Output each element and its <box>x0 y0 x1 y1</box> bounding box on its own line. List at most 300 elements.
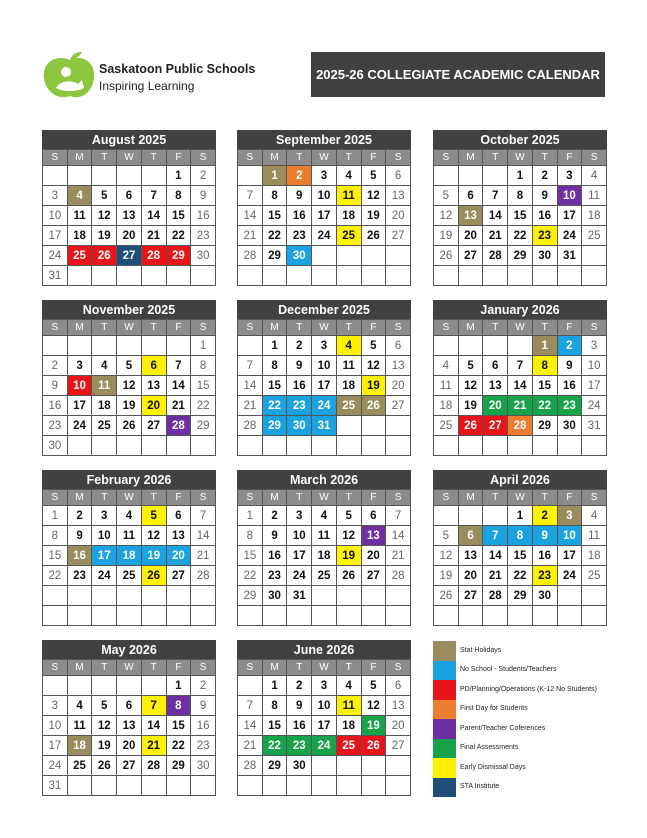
empty-cell <box>191 586 216 606</box>
school-tagline: Inspiring Learning <box>99 79 195 93</box>
empty-cell <box>191 606 216 626</box>
day-cell: 23 <box>532 566 557 586</box>
empty-cell <box>508 336 533 356</box>
month-title: September 2025 <box>237 130 411 149</box>
legend-label: Final Assessments <box>460 744 519 752</box>
day-cell: 16 <box>532 206 557 226</box>
day-cell: 16 <box>287 716 312 736</box>
day-cell: 2 <box>532 506 557 526</box>
month-title: June 2026 <box>237 640 411 659</box>
day-cell: 23 <box>191 736 216 756</box>
month-calendar <box>433 300 607 456</box>
day-cell: 7 <box>238 186 263 206</box>
day-cell: 13 <box>483 376 508 396</box>
day-cell: 24 <box>67 416 92 436</box>
day-cell: 4 <box>336 336 361 356</box>
empty-cell <box>361 606 386 626</box>
month-calendar <box>237 300 411 456</box>
weekday-label: S <box>238 150 263 166</box>
legend-label: First Day for Students <box>460 705 528 713</box>
day-cell: 18 <box>67 736 92 756</box>
month-title: May 2026 <box>42 640 216 659</box>
empty-cell <box>582 266 607 286</box>
empty-cell <box>287 776 312 796</box>
day-cell: 9 <box>532 526 557 546</box>
empty-cell <box>238 336 263 356</box>
day-cell: 14 <box>238 376 263 396</box>
day-cell: 17 <box>557 546 582 566</box>
legend-item <box>433 680 613 700</box>
calendar-title: 2025-26 COLLEGIATE ACADEMIC CALENDAR <box>311 52 605 97</box>
day-cell: 29 <box>262 416 287 436</box>
day-cell: 11 <box>67 206 92 226</box>
day-cell: 20 <box>458 226 483 246</box>
empty-cell <box>557 586 582 606</box>
day-cell: 24 <box>312 736 337 756</box>
day-cell: 8 <box>262 356 287 376</box>
day-cell: 10 <box>557 526 582 546</box>
day-cell: 2 <box>262 506 287 526</box>
day-cell: 19 <box>361 206 386 226</box>
day-cell: 17 <box>67 396 92 416</box>
weekday-label: M <box>262 660 287 676</box>
day-cell: 6 <box>458 526 483 546</box>
day-cell: 16 <box>262 546 287 566</box>
weekday-label: T <box>532 320 557 336</box>
empty-cell <box>532 436 557 456</box>
weekday-label: M <box>262 320 287 336</box>
empty-cell <box>483 436 508 456</box>
day-cell: 5 <box>361 676 386 696</box>
day-cell: 12 <box>92 206 117 226</box>
day-cell: 30 <box>287 246 312 266</box>
weekday-label: F <box>557 490 582 506</box>
weekday-label: T <box>287 150 312 166</box>
empty-cell <box>312 586 337 606</box>
day-cell: 16 <box>43 396 68 416</box>
empty-cell <box>141 166 166 186</box>
day-cell: 12 <box>458 376 483 396</box>
weekday-label: M <box>67 150 92 166</box>
day-cell: 28 <box>141 246 166 266</box>
day-cell: 29 <box>166 246 191 266</box>
weekday-label: S <box>43 320 68 336</box>
day-cell: 4 <box>434 356 459 376</box>
empty-cell <box>361 436 386 456</box>
legend-label: Stat Holidays <box>460 646 502 654</box>
day-cell: 21 <box>141 226 166 246</box>
empty-cell <box>67 266 92 286</box>
day-cell: 8 <box>238 526 263 546</box>
day-cell: 14 <box>141 206 166 226</box>
empty-cell <box>43 166 68 186</box>
day-cell: 2 <box>287 336 312 356</box>
empty-cell <box>67 336 92 356</box>
day-cell: 17 <box>43 226 68 246</box>
day-cell: 10 <box>67 376 92 396</box>
empty-cell <box>508 436 533 456</box>
day-cell: 18 <box>336 376 361 396</box>
legend-swatch <box>433 680 456 700</box>
empty-cell <box>43 606 68 626</box>
day-cell: 28 <box>508 416 533 436</box>
day-cell: 2 <box>191 676 216 696</box>
legend-label: STA Institute <box>460 783 500 791</box>
day-cell: 26 <box>92 756 117 776</box>
empty-cell <box>336 606 361 626</box>
day-cell: 9 <box>287 356 312 376</box>
day-cell: 2 <box>287 676 312 696</box>
day-cell: 22 <box>262 226 287 246</box>
day-cell: 14 <box>141 716 166 736</box>
day-cell: 19 <box>361 376 386 396</box>
day-cell: 14 <box>483 546 508 566</box>
day-cell: 25 <box>336 736 361 756</box>
day-cell: 21 <box>238 396 263 416</box>
empty-cell <box>92 266 117 286</box>
day-cell: 29 <box>166 756 191 776</box>
day-cell: 3 <box>557 166 582 186</box>
day-cell: 6 <box>166 506 191 526</box>
empty-cell <box>483 266 508 286</box>
day-cell: 17 <box>43 736 68 756</box>
weekday-label: T <box>336 320 361 336</box>
empty-cell <box>582 436 607 456</box>
empty-cell <box>117 336 142 356</box>
legend-swatch <box>433 739 456 759</box>
school-name: Saskatoon Public Schools <box>99 62 256 76</box>
day-cell: 18 <box>117 546 142 566</box>
day-cell: 6 <box>483 356 508 376</box>
day-cell: 15 <box>532 376 557 396</box>
empty-cell <box>117 586 142 606</box>
weekday-label: F <box>361 320 386 336</box>
weekday-label: S <box>43 150 68 166</box>
empty-cell <box>532 266 557 286</box>
day-cell: 18 <box>582 546 607 566</box>
month-title: February 2026 <box>42 470 216 489</box>
day-cell: 19 <box>141 546 166 566</box>
weekday-label: S <box>43 490 68 506</box>
day-cell: 27 <box>386 226 411 246</box>
day-cell: 24 <box>43 756 68 776</box>
weekday-label: T <box>336 150 361 166</box>
weekday-label: T <box>141 660 166 676</box>
day-cell: 10 <box>582 356 607 376</box>
empty-cell <box>191 266 216 286</box>
day-cell: 29 <box>532 416 557 436</box>
weekday-label: T <box>287 320 312 336</box>
empty-cell <box>92 606 117 626</box>
day-cell: 27 <box>483 416 508 436</box>
empty-cell <box>67 166 92 186</box>
day-cell: 15 <box>238 546 263 566</box>
day-cell: 16 <box>557 376 582 396</box>
day-cell: 22 <box>238 566 263 586</box>
empty-cell <box>458 336 483 356</box>
empty-cell <box>557 606 582 626</box>
day-cell: 23 <box>262 566 287 586</box>
empty-cell <box>361 756 386 776</box>
day-cell: 25 <box>117 566 142 586</box>
weekday-label: S <box>434 320 459 336</box>
weekday-label: M <box>67 320 92 336</box>
legend <box>433 641 613 797</box>
weekday-label: F <box>361 490 386 506</box>
weekday-label: M <box>458 150 483 166</box>
empty-cell <box>532 606 557 626</box>
day-cell: 18 <box>336 206 361 226</box>
legend-swatch <box>433 758 456 778</box>
empty-cell <box>434 336 459 356</box>
empty-cell <box>434 606 459 626</box>
day-cell: 13 <box>117 716 142 736</box>
legend-item <box>433 739 613 759</box>
day-cell: 26 <box>361 226 386 246</box>
day-cell: 12 <box>434 206 459 226</box>
day-cell: 3 <box>312 676 337 696</box>
day-cell: 17 <box>557 206 582 226</box>
weekday-label: S <box>386 490 411 506</box>
empty-cell <box>458 166 483 186</box>
day-cell: 27 <box>386 396 411 416</box>
day-cell: 8 <box>532 356 557 376</box>
empty-cell <box>262 776 287 796</box>
empty-cell <box>238 676 263 696</box>
empty-cell <box>238 606 263 626</box>
day-cell: 26 <box>92 246 117 266</box>
empty-cell <box>458 266 483 286</box>
day-cell: 29 <box>508 246 533 266</box>
empty-cell <box>166 586 191 606</box>
day-cell: 3 <box>92 506 117 526</box>
day-cell: 16 <box>287 376 312 396</box>
day-cell: 22 <box>262 396 287 416</box>
day-cell: 25 <box>582 226 607 246</box>
weekday-label: F <box>166 320 191 336</box>
day-cell: 24 <box>557 226 582 246</box>
empty-cell <box>43 676 68 696</box>
day-cell: 12 <box>361 186 386 206</box>
day-cell: 8 <box>191 356 216 376</box>
weekday-label: S <box>191 660 216 676</box>
day-cell: 10 <box>43 716 68 736</box>
weekday-label: S <box>386 660 411 676</box>
day-cell: 7 <box>141 696 166 716</box>
day-cell: 22 <box>508 566 533 586</box>
weekday-label: T <box>336 490 361 506</box>
day-cell: 19 <box>458 396 483 416</box>
day-cell: 12 <box>434 546 459 566</box>
day-cell: 27 <box>386 736 411 756</box>
day-cell: 7 <box>508 356 533 376</box>
day-cell: 19 <box>336 546 361 566</box>
day-cell: 1 <box>532 336 557 356</box>
empty-cell <box>336 246 361 266</box>
empty-cell <box>166 606 191 626</box>
empty-cell <box>141 336 166 356</box>
day-cell: 30 <box>191 246 216 266</box>
empty-cell <box>312 246 337 266</box>
day-cell: 7 <box>386 506 411 526</box>
day-cell: 28 <box>238 246 263 266</box>
day-cell: 28 <box>238 756 263 776</box>
weekday-label: T <box>483 150 508 166</box>
school-logo <box>42 50 256 102</box>
day-cell: 21 <box>386 546 411 566</box>
day-cell: 1 <box>166 676 191 696</box>
day-cell: 3 <box>67 356 92 376</box>
day-cell: 15 <box>43 546 68 566</box>
day-cell: 28 <box>166 416 191 436</box>
day-cell: 21 <box>141 736 166 756</box>
day-cell: 24 <box>287 566 312 586</box>
day-cell: 25 <box>336 226 361 246</box>
weekday-label: S <box>191 320 216 336</box>
empty-cell <box>483 606 508 626</box>
day-cell: 29 <box>508 586 533 606</box>
day-cell: 20 <box>117 226 142 246</box>
day-cell: 14 <box>238 206 263 226</box>
day-cell: 16 <box>532 546 557 566</box>
empty-cell <box>141 776 166 796</box>
month-calendar <box>42 130 216 286</box>
day-cell: 5 <box>434 526 459 546</box>
day-cell: 19 <box>92 226 117 246</box>
empty-cell <box>141 676 166 696</box>
day-cell: 3 <box>287 506 312 526</box>
empty-cell <box>238 436 263 456</box>
day-cell: 4 <box>336 676 361 696</box>
empty-cell <box>166 336 191 356</box>
weekday-label: S <box>582 490 607 506</box>
day-cell: 1 <box>238 506 263 526</box>
day-cell: 26 <box>141 566 166 586</box>
empty-cell <box>117 606 142 626</box>
day-cell: 5 <box>458 356 483 376</box>
day-cell: 3 <box>312 336 337 356</box>
day-cell: 12 <box>141 526 166 546</box>
day-cell: 8 <box>508 526 533 546</box>
day-cell: 23 <box>287 736 312 756</box>
weekday-label: T <box>532 490 557 506</box>
day-cell: 14 <box>191 526 216 546</box>
day-cell: 6 <box>141 356 166 376</box>
empty-cell <box>67 436 92 456</box>
day-cell: 24 <box>312 396 337 416</box>
day-cell: 26 <box>361 736 386 756</box>
day-cell: 16 <box>191 716 216 736</box>
day-cell: 17 <box>287 546 312 566</box>
day-cell: 25 <box>582 566 607 586</box>
weekday-label: W <box>508 150 533 166</box>
day-cell: 11 <box>336 356 361 376</box>
day-cell: 1 <box>262 676 287 696</box>
day-cell: 5 <box>336 506 361 526</box>
weekday-label: M <box>262 490 287 506</box>
month-calendar <box>42 640 216 796</box>
day-cell: 31 <box>557 246 582 266</box>
weekday-label: F <box>166 150 191 166</box>
empty-cell <box>336 586 361 606</box>
weekday-label: S <box>238 660 263 676</box>
empty-cell <box>67 606 92 626</box>
day-cell: 25 <box>67 756 92 776</box>
legend-label: Parent/Teacher Coferences <box>460 724 546 732</box>
day-cell: 7 <box>483 186 508 206</box>
day-cell: 6 <box>386 166 411 186</box>
weekday-label: T <box>141 320 166 336</box>
day-cell: 23 <box>43 416 68 436</box>
month-calendar <box>237 470 411 626</box>
day-cell: 23 <box>557 396 582 416</box>
empty-cell <box>434 436 459 456</box>
empty-cell <box>92 336 117 356</box>
day-cell: 23 <box>532 226 557 246</box>
day-cell: 21 <box>166 396 191 416</box>
empty-cell <box>336 756 361 776</box>
day-cell: 28 <box>141 756 166 776</box>
weekday-label: W <box>508 490 533 506</box>
empty-cell <box>312 436 337 456</box>
day-cell: 31 <box>287 586 312 606</box>
day-cell: 17 <box>582 376 607 396</box>
day-cell: 19 <box>434 566 459 586</box>
weekday-label: T <box>336 660 361 676</box>
empty-cell <box>43 586 68 606</box>
day-cell: 13 <box>458 546 483 566</box>
day-cell: 1 <box>43 506 68 526</box>
day-cell: 22 <box>532 396 557 416</box>
month-calendar <box>42 300 216 456</box>
day-cell: 1 <box>166 166 191 186</box>
weekday-label: T <box>483 490 508 506</box>
weekday-label: S <box>191 490 216 506</box>
day-cell: 1 <box>191 336 216 356</box>
legend-item <box>433 661 613 681</box>
day-cell: 30 <box>532 586 557 606</box>
weekday-label: T <box>483 320 508 336</box>
empty-cell <box>386 776 411 796</box>
weekday-label: S <box>191 150 216 166</box>
day-cell: 26 <box>117 416 142 436</box>
weekday-label: T <box>92 490 117 506</box>
empty-cell <box>117 266 142 286</box>
day-cell: 27 <box>117 756 142 776</box>
weekday-label: T <box>532 150 557 166</box>
day-cell: 26 <box>336 566 361 586</box>
weekday-label: S <box>434 490 459 506</box>
day-cell: 10 <box>43 206 68 226</box>
weekday-label: W <box>312 320 337 336</box>
day-cell: 9 <box>191 186 216 206</box>
day-cell: 8 <box>166 696 191 716</box>
day-cell: 15 <box>262 376 287 396</box>
weekday-label: W <box>117 320 142 336</box>
day-cell: 6 <box>117 186 142 206</box>
weekday-label: M <box>67 660 92 676</box>
weekday-label: S <box>43 660 68 676</box>
day-cell: 8 <box>262 696 287 716</box>
empty-cell <box>434 266 459 286</box>
weekday-label: W <box>312 660 337 676</box>
day-cell: 11 <box>336 696 361 716</box>
day-cell: 2 <box>287 166 312 186</box>
day-cell: 14 <box>508 376 533 396</box>
day-cell: 9 <box>67 526 92 546</box>
day-cell: 23 <box>287 396 312 416</box>
day-cell: 14 <box>386 526 411 546</box>
